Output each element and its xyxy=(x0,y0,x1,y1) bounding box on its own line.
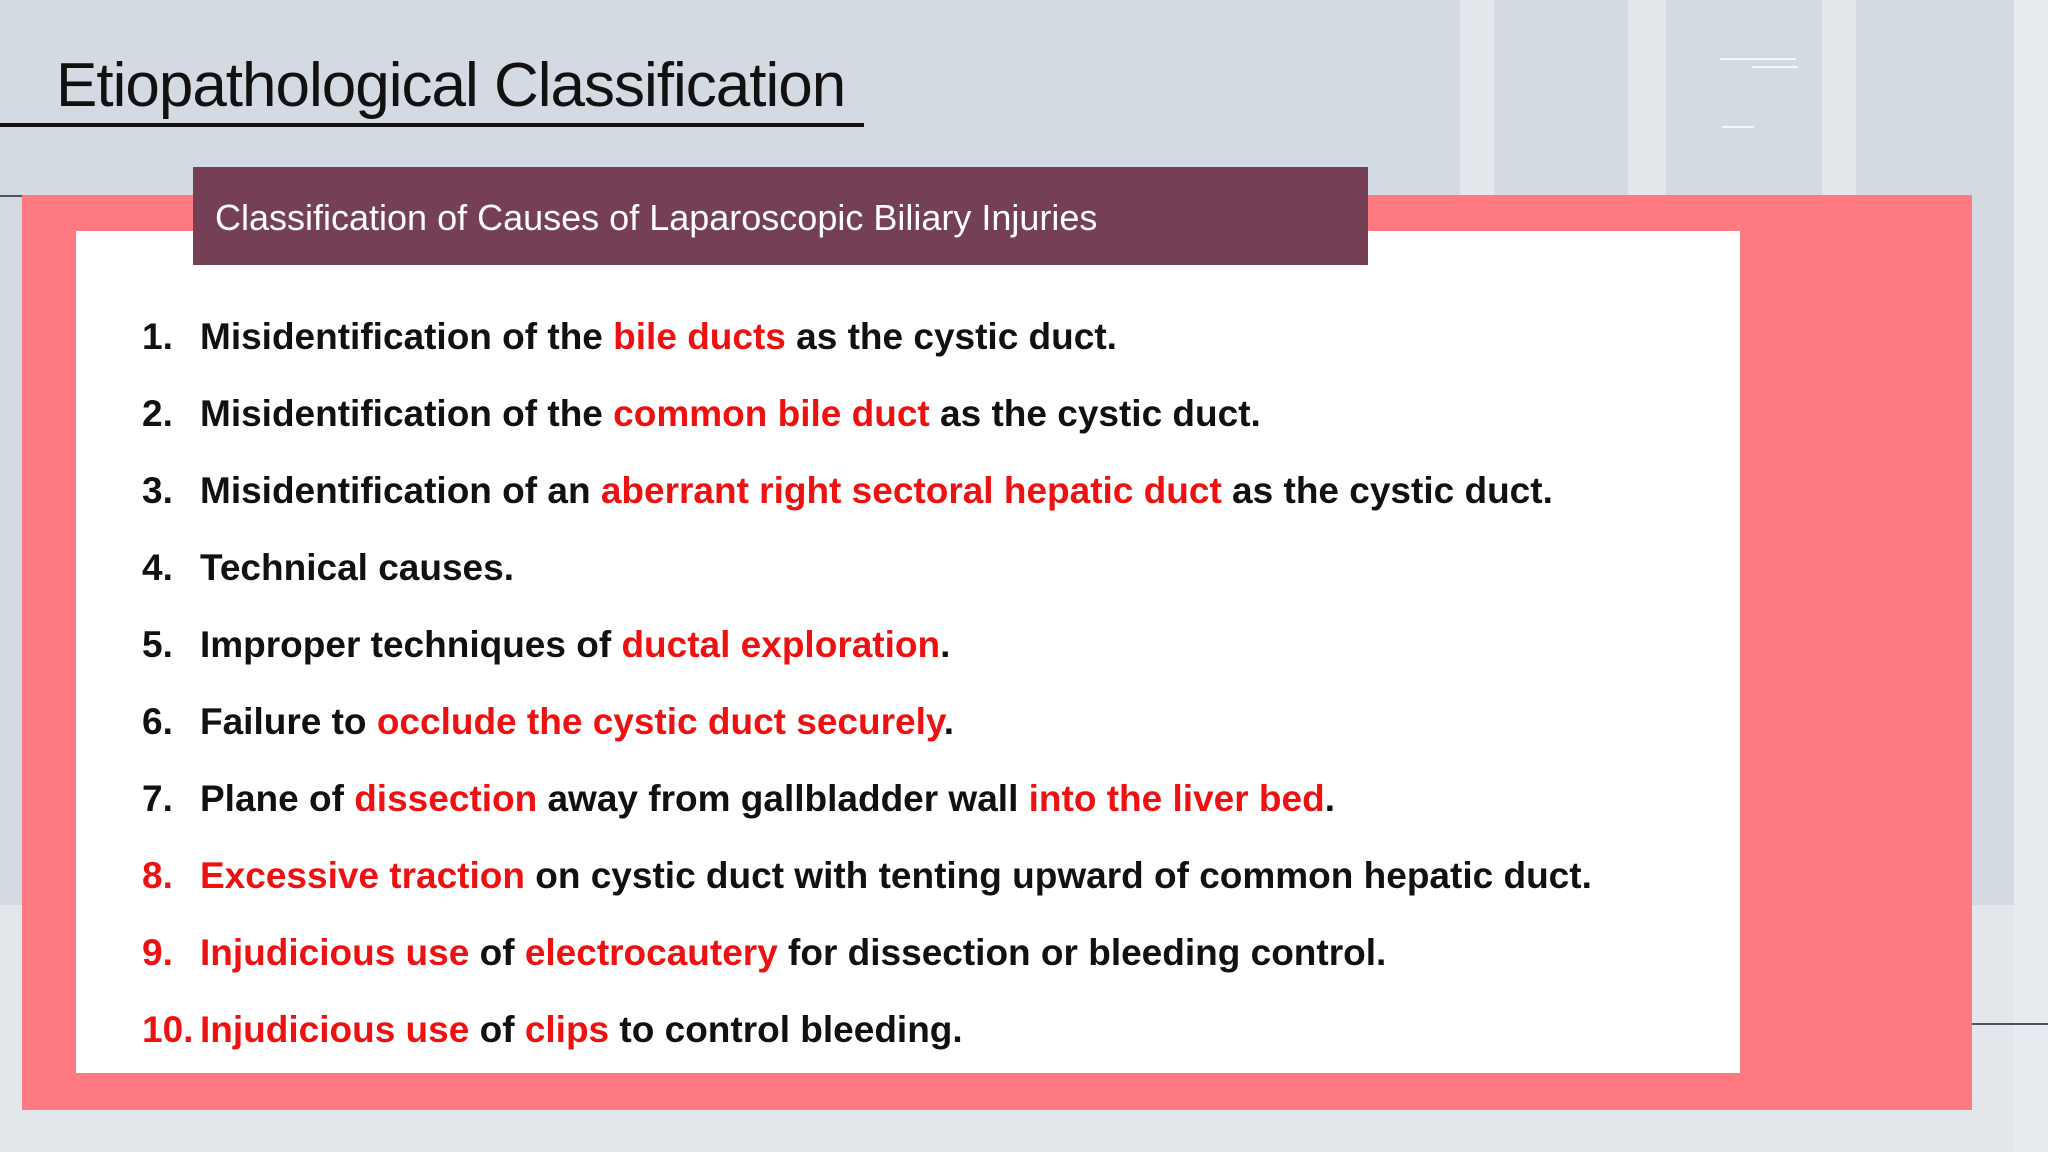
list-item-number: 4. xyxy=(142,547,173,588)
list-item-number: 7. xyxy=(142,778,173,819)
text-segment: as the cystic duct. xyxy=(785,316,1117,357)
list-item-text xyxy=(200,393,1261,435)
decorative-line xyxy=(0,195,24,197)
decorative-line xyxy=(1972,1023,2048,1025)
list-item-text xyxy=(200,624,950,666)
text-segment: . xyxy=(943,701,954,742)
decorative-tick xyxy=(1722,126,1754,128)
text-segment: of xyxy=(469,1009,525,1050)
decorative-tick xyxy=(1752,66,1798,68)
text-segment: as the cystic duct. xyxy=(1221,470,1553,511)
highlighted-phrase: Injudicious use xyxy=(200,932,470,973)
list-item-text xyxy=(200,1009,963,1051)
text-segment: for dissection or bleeding control. xyxy=(777,932,1387,973)
text-segment: Improper techniques of xyxy=(200,624,622,665)
text-segment: Plane of xyxy=(200,778,355,819)
text-segment: on cystic duct with tenting upward of common hepatic duct. xyxy=(524,855,1592,896)
highlighted-phrase: aberrant right sectoral hepatic duct xyxy=(600,470,1222,511)
highlighted-phrase: dissection xyxy=(354,778,538,819)
text-segment: Technical causes. xyxy=(200,547,514,588)
list-item-text xyxy=(200,855,1592,897)
text-segment: Misidentification of an xyxy=(200,470,601,511)
list-item-text xyxy=(200,701,954,743)
list-item-text xyxy=(200,778,1335,820)
list-item-number: 2. xyxy=(142,393,173,434)
text-segment: away from gallbladder wall xyxy=(537,778,1029,819)
highlighted-phrase: bile ducts xyxy=(613,316,786,357)
list-item-number: 3. xyxy=(142,470,173,511)
text-segment: of xyxy=(469,932,525,973)
highlighted-phrase: Excessive traction xyxy=(200,855,525,896)
highlighted-phrase: occlude the cystic duct securely xyxy=(376,701,944,742)
text-segment: to control bleeding. xyxy=(609,1009,963,1050)
text-segment: . xyxy=(1324,778,1335,819)
highlighted-phrase: electrocautery xyxy=(524,932,778,973)
decorative-tick xyxy=(1720,58,1796,60)
list-item-number: 1. xyxy=(142,316,173,357)
text-segment: Failure to xyxy=(200,701,377,742)
text-segment: Misidentification of the xyxy=(200,316,614,357)
list-item-number: 10. xyxy=(142,1009,194,1050)
text-segment: Misidentification of the xyxy=(200,393,614,434)
list-item-text xyxy=(200,316,1117,358)
highlighted-phrase: clips xyxy=(524,1009,610,1050)
text-segment: . xyxy=(940,624,951,665)
highlighted-phrase: Injudicious use xyxy=(200,1009,470,1050)
slide-title: Etiopathological Classification xyxy=(56,51,846,120)
highlighted-phrase: into the liver bed xyxy=(1028,778,1325,819)
highlighted-phrase: ductal exploration xyxy=(621,624,941,665)
list-item-number: 9. xyxy=(142,932,173,973)
title-underline xyxy=(0,123,864,127)
list-item-text xyxy=(200,932,1386,974)
list-item-text xyxy=(200,470,1553,512)
text-segment: as the cystic duct. xyxy=(929,393,1261,434)
list-item-number: 5. xyxy=(142,624,173,665)
list-item-number: 6. xyxy=(142,701,173,742)
banner-title: Classification of Causes of Laparoscopic Biliary Injuries xyxy=(215,197,1098,238)
background-stripe xyxy=(2014,0,2048,1152)
section-banner xyxy=(193,167,1368,265)
list-item-text xyxy=(200,547,514,589)
list-item-number: 8. xyxy=(142,855,173,896)
highlighted-phrase: common bile duct xyxy=(613,393,930,434)
